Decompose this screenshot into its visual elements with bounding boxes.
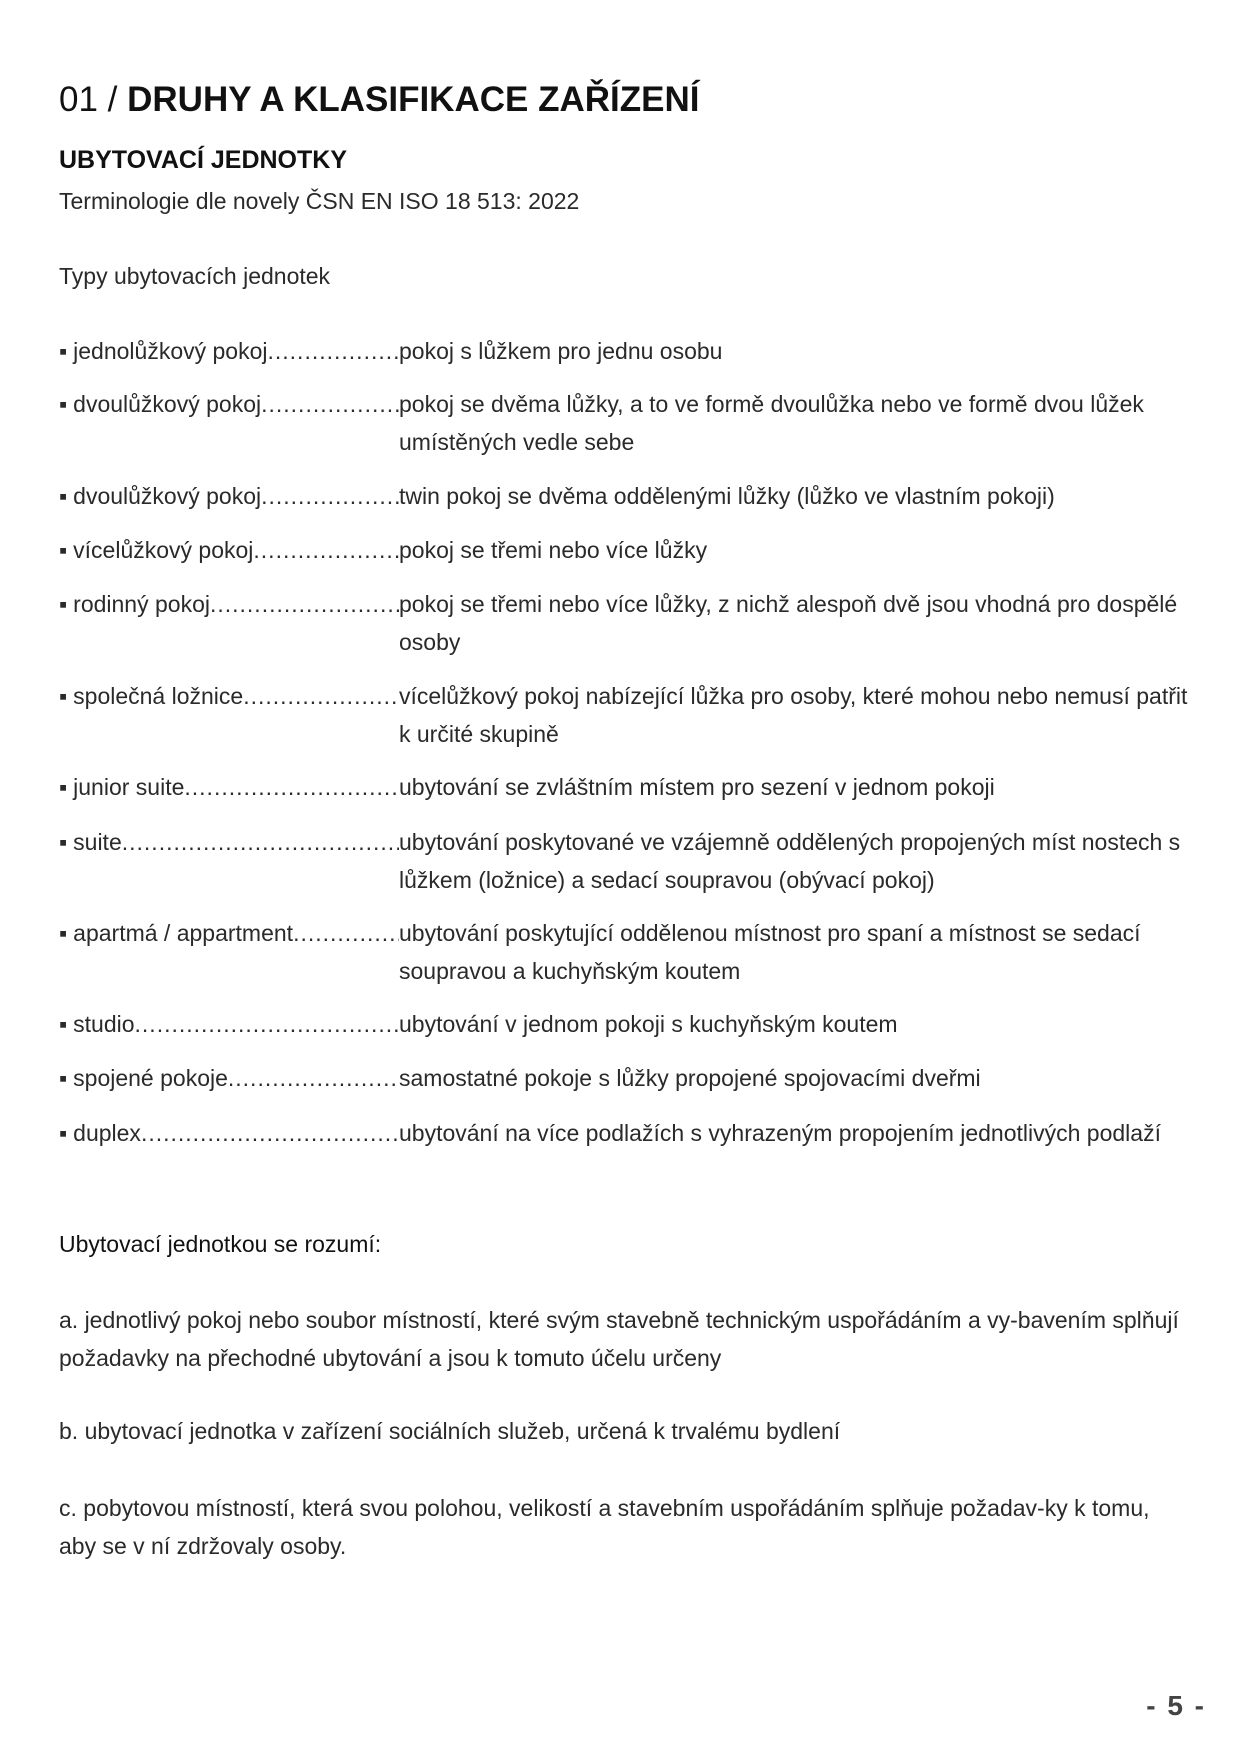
dot-leader (261, 477, 399, 515)
dot-leader (243, 677, 399, 753)
dot-leader (228, 1059, 399, 1097)
list-item (59, 823, 1189, 899)
term-label: suite (73, 829, 122, 855)
dot-leader (184, 768, 399, 806)
terminology-note: Terminologie dle novely ČSN EN ISO 18 513: 2022 (59, 188, 580, 214)
definition: twin pokoj se dvěma oddělenými lůžky (lůžko ve vlastním pokoji) (399, 483, 1055, 509)
bullet-icon: ▪ (59, 338, 68, 364)
term (59, 677, 399, 753)
term-label: jednolůžkový pokoj (73, 338, 268, 364)
meaning-heading: Ubytovací jednotkou se rozumí: (59, 1231, 382, 1257)
term-label: rodinný pokoj (73, 591, 210, 617)
term-label: společná ložnice (73, 683, 244, 709)
term (59, 914, 399, 990)
term-label: junior suite (73, 774, 185, 800)
section-heading: UBYTOVACÍ JEDNOTKY (59, 146, 348, 174)
definition: ubytování v jednom pokoji s kuchyňským koutem (399, 1011, 898, 1037)
definition: ubytování poskytované ve vzájemně oddělených propojených míst nostech s lůžkem (ložnice) a sedací soupravou (obývací pokoj) (399, 829, 1181, 893)
definition: ubytování poskytující oddělenou místnost pro spaní a místnost se sedací soupravou a kuchyňským koutem (399, 920, 1141, 984)
paragraph-b: b. ubytovací jednotka v zařízení sociálních služeb, určená k trvalému bydlení (59, 1418, 841, 1444)
types-heading: Typy ubytovacích jednotek (59, 263, 331, 289)
term (59, 531, 399, 569)
dot-leader (141, 1114, 399, 1152)
bullet-icon: ▪ (59, 483, 68, 509)
term (59, 1114, 399, 1152)
bullet-icon: ▪ (59, 537, 68, 563)
dot-leader (253, 531, 399, 569)
list-item (59, 1114, 1189, 1152)
bullet-icon: ▪ (59, 683, 68, 709)
dot-leader (293, 914, 399, 990)
term-label: studio (73, 1011, 135, 1037)
term (59, 768, 399, 806)
bullet-icon: ▪ (59, 1120, 68, 1146)
term (59, 585, 399, 661)
list-item (59, 531, 1189, 569)
term (59, 1059, 399, 1097)
list-item (59, 1059, 1189, 1097)
list-item (59, 585, 1189, 661)
list-item (59, 677, 1189, 753)
chapter-number: 01 / (59, 80, 118, 119)
definition: ubytování na více podlažích s vyhrazeným propojením jednotlivých podlaží (399, 1120, 1161, 1146)
bullet-icon: ▪ (59, 774, 68, 800)
list-item (59, 477, 1189, 515)
dot-leader (261, 385, 399, 461)
definition: ubytování se zvláštním místem pro sezení v jednom pokoji (399, 774, 995, 800)
term-label: duplex (73, 1120, 141, 1146)
list-item (59, 914, 1189, 990)
dot-leader (122, 823, 399, 899)
definition: vícelůžkový pokoj nabízející lůžka pro osoby, které mohou nebo nemusí patřit k určité skupině (399, 683, 1188, 747)
term-label: spojené pokoje (73, 1065, 228, 1091)
dot-leader (210, 585, 399, 661)
paragraph-c: c. pobytovou místností, která svou polohou, velikostí a stavebním uspořádáním splňuje požadav-ky k tomu, aby se v ní zdržovaly osoby. (59, 1495, 1150, 1559)
term (59, 477, 399, 515)
dot-leader (135, 1005, 399, 1043)
bullet-icon: ▪ (59, 591, 68, 617)
term (59, 823, 399, 899)
list-item (59, 1005, 1189, 1043)
paragraph-a: a. jednotlivý pokoj nebo soubor místností, které svým stavebně technickým uspořádáním a vy-bavením splňují požadavky na přechodné ubytování a jsou k tomuto účelu určeny (59, 1307, 1179, 1371)
bullet-icon: ▪ (59, 1065, 68, 1091)
definition: pokoj se třemi nebo více lůžky (399, 537, 708, 563)
page-title (59, 80, 699, 120)
page-number: - 5 - (1146, 1690, 1206, 1721)
term (59, 1005, 399, 1043)
term-label: apartmá / appartment (73, 920, 294, 946)
list-item (59, 332, 1189, 370)
bullet-icon: ▪ (59, 391, 68, 417)
list-item (59, 768, 1189, 806)
term-label: dvoulůžkový pokoj (73, 391, 262, 417)
list-item (59, 385, 1189, 461)
definition: pokoj se třemi nebo více lůžky, z nichž alespoň dvě jsou vhodná pro dospělé osoby (399, 591, 1178, 655)
definition: samostatné pokoje s lůžky propojené spojovacími dveřmi (399, 1065, 981, 1091)
bullet-icon: ▪ (59, 1011, 68, 1037)
definition: pokoj s lůžkem pro jednu osobu (399, 338, 723, 364)
term-label: dvoulůžkový pokoj (73, 483, 262, 509)
dot-leader (268, 332, 400, 370)
bullet-icon: ▪ (59, 829, 68, 855)
term-label: vícelůžkový pokoj (73, 537, 254, 563)
term (59, 385, 399, 461)
bullet-icon: ▪ (59, 920, 68, 946)
term (59, 332, 399, 370)
chapter-title: DRUHY A KLASIFIKACE ZAŘÍZENÍ (127, 80, 700, 119)
definition: pokoj se dvěma lůžky, a to ve formě dvoulůžka nebo ve formě dvou lůžek umístěných vedle sebe (399, 391, 1144, 455)
